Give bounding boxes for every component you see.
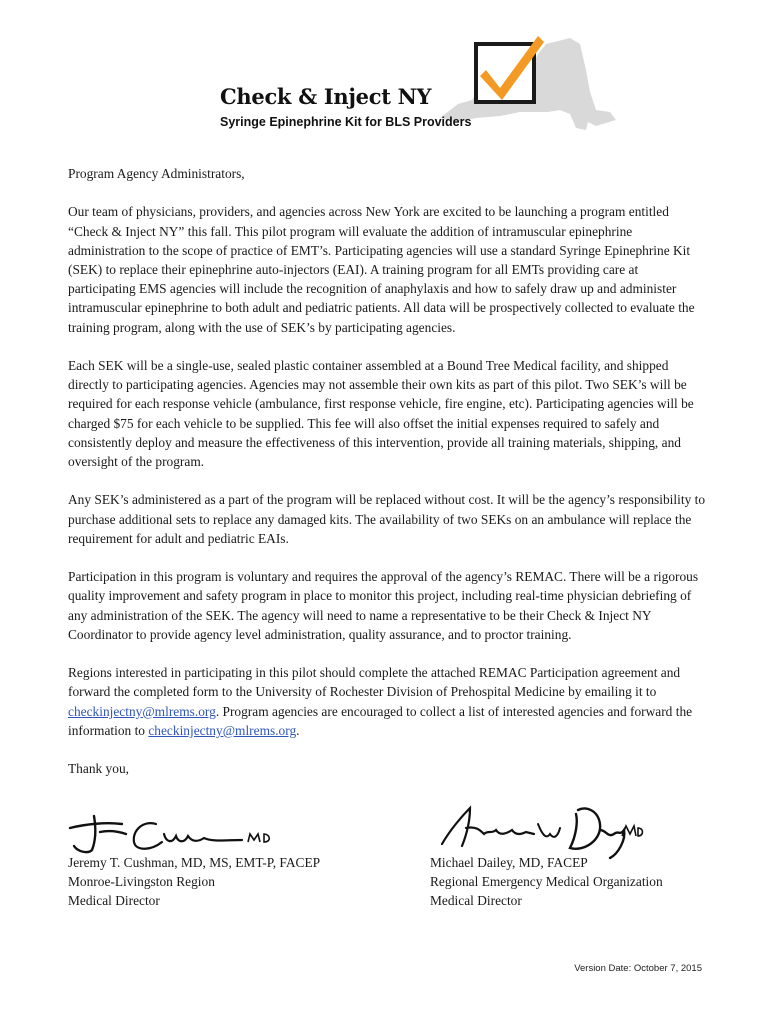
email-link-1[interactable]: checkinjectny@mlrems.org — [68, 703, 216, 719]
paragraph-regions-text-b: . Program agencies are encouraged to collect a list of interested agencies and forward the information to — [68, 703, 693, 738]
letter-header — [220, 20, 580, 140]
letter-body — [68, 164, 708, 798]
signature-dailey-icon — [436, 800, 646, 860]
closing: Thank you, — [68, 761, 129, 777]
paragraph-sek-details: Each SEK will be a single-use, sealed plastic container assembled at a Bound Tree Medical facility, and shipped directly to participating agencies. Agencies may not assemble their own kits as part of this pilot. Two SEK’s will be required for each response vehicle (ambulance, first response vehicle, fire engine, etc). Participating agencies will be charged $75 for each vehicle to be supplied. This fee will also offset the initial expenses required to safely and consistently deploy and measure the effectiveness of this intervention, provide all training materials, shipping, and oversight of the program. — [68, 358, 694, 470]
paragraph-replacement: Any SEK’s administered as a part of the program will be replaced without cost. It will be the agency’s responsibility to purchase additional sets to replace any damaged kits. The availability of two SEKs on an ambulance will replace the requirement for adult and pediatric EAIs. — [68, 492, 706, 546]
signatory-right — [430, 853, 663, 911]
paragraph-regions — [68, 663, 708, 740]
email-link-2[interactable]: checkinjectny@mlrems.org — [148, 722, 297, 738]
paragraph-regions-text-c: . — [296, 722, 300, 738]
signatory-right-name: Michael Dailey, MD, FACEP — [430, 855, 588, 870]
signatory-left — [68, 853, 320, 911]
signatory-left-name: Jeremy T. Cushman, MD, MS, EMT-P, FACEP — [68, 855, 321, 870]
page-subtitle: Syringe Epinephrine Kit for BLS Providers — [220, 115, 472, 129]
signatory-right-role: Medical Director — [430, 893, 522, 909]
signatory-left-org: Monroe-Livingston Region — [68, 874, 215, 890]
version-date: Version Date: October 7, 2015 — [574, 963, 702, 974]
salutation: Program Agency Administrators, — [68, 166, 245, 181]
paragraph-regions-text-a: Regions interested in participating in this pilot should complete the attached REMAC Participation agreement and forward the completed form to the University of Rochester Division of Prehospital Medicine by emailing it to — [68, 665, 681, 700]
paragraph-intro: Our team of physicians, providers, and agencies across New York are excited to be launching a program entitled “Check & Inject NY” this fall. This pilot program will evaluate the addition of intramuscular epinephrine administration to the scope of practice of EMT’s. Participating agencies will use a standard Syringe Epinephrine Kit (SEK) to replace their epinephrine auto-injectors (EAI). A training program for all EMTs providing care at participating EMS agencies will include the recognition of anaphylaxis and how to safely draw up and administer intramuscular epinephrine to both adult and pediatric patients. All data will be prospectively collected to evaluate the training program, along with the use of SEK’s by participating agencies. — [68, 204, 695, 335]
paragraph-participation: Participation in this program is voluntary and requires the approval of the agency’s REMAC. There will be a rigorous quality improvement and safety program in place to monitor this project, including real-time physician debriefing of any administration of the SEK. The agency will need to name a representative to be their Check & Inject NY Coordinator to provide agency level administration, quality assurance, and to proctor training. — [68, 569, 699, 642]
signatory-right-org: Regional Emergency Medical Organization — [430, 874, 663, 890]
page-title: Check & Inject NY — [220, 84, 432, 109]
signatory-left-role: Medical Director — [68, 893, 160, 909]
signature-cushman-icon — [66, 806, 276, 856]
